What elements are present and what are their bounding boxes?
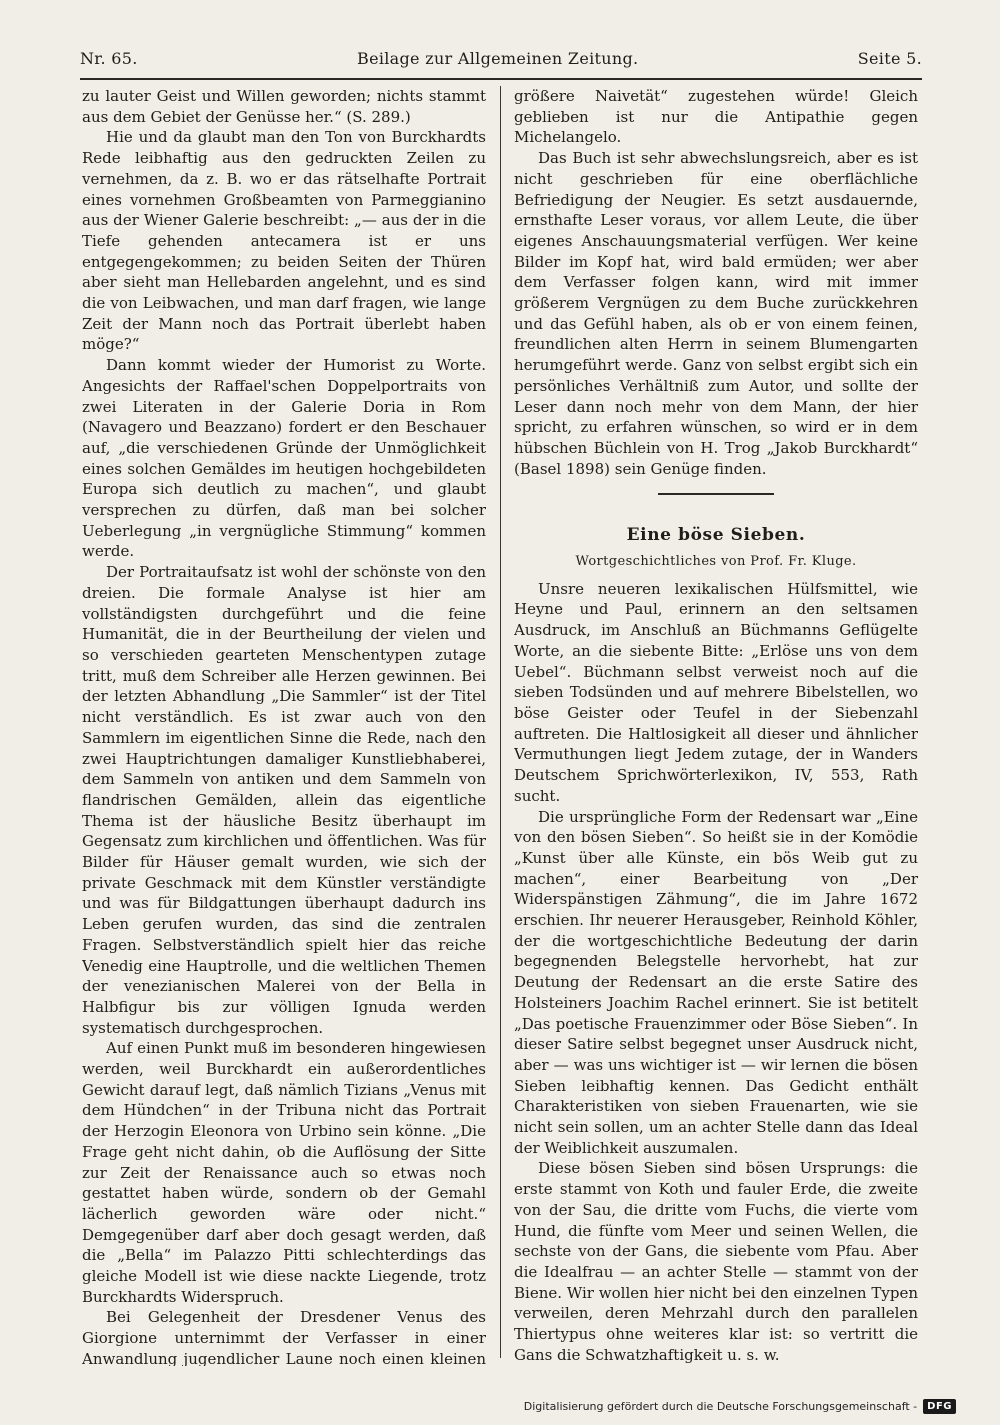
article-title: Eine böse Sieben. — [626, 525, 806, 546]
dfg-logo-icon: DFG — [923, 1399, 956, 1414]
paragraph: Bei Gelegenheit der Dresdener Venus des Giorgione unternimmt der Verfasser in einer Anwandlung jugendlicher Laune noch einen kleinen — [82, 1308, 486, 1366]
paragraph: Auf einen Punkt muß im besonderen hingewiesen werden, weil Burckhardt ein außerordentliches Gewicht darauf legt, daß nämlich Tizians „Venus mit dem Hündchen“ in der Tribuna nicht das Portrait der Herzogin Eleonora von Urbino sein könne. „Die Frage geht nicht dahin, ob die Auflösung der Sitte zur Zeit der Renaissance auch so etwas noch gestattet haben würde, sondern ob der Gemahl lächerlich geworden wäre oder nicht.“ Demgegenüber darf aber doch gesagt werden, daß die „Bella“ im Palazzo Pitti schlechterdings das gleiche Modell ist wie diese nackte Liegende, trotz Burckhardts Widerspruch. — [82, 1039, 486, 1306]
paragraph: zu lauter Geist und Willen geworden; nichts stammt aus dem Gebiet der Genüsse her.“ (S. 289.) — [82, 87, 486, 126]
footer-text: Digitalisierung gefördert durch die Deutsche Forschungsgemeinschaft - — [523, 1399, 918, 1413]
header-rule — [80, 78, 922, 80]
paragraph: Unsre neueren lexikalischen Hülfsmittel, wie Heyne und Paul, erinnern an den seltsamen Ausdruck, im Anschluß an Büchmanns Geflügelte Worte, an die siebente Bitte: „Erlöse uns von dem Uebel“. Büchmann selbst verweist noch auf die sieben Todsünden und auf mehrere Bibelstellen, wo böse Geister oder Teufel in der Siebenzahl auftreten. Die Haltlosigkeit all dieser und ähnlicher Vermuthungen liegt Jedem zutage, der in Wanders Deutschem Sprichwörterlexikon, IV, 553, Rath sucht. — [514, 579, 918, 805]
column-divider — [500, 86, 501, 1358]
paragraph: Der Portraitaufsatz ist wohl der schönste von den dreien. Die formale Analyse ist hier am vollständigsten durchgeführt und die feine Humanität, die in der Beurtheilung der vielen und so verschieden gearteten Menschentypen zutage tritt, muß dem Schreiber alle Herzen gewinnen. Bei der letzten Abhandlung „Die Sammler“ ist der Titel nicht verständlich. Es ist zwar auch von den Sammlern im eigentlichen Sinne die Rede, nach den zwei Hauptrichtungen damaliger Kunstliebhaberei, dem Sammeln von antiken und dem Sammeln von flandrischen Gemälden, allein das eigentliche Thema ist der häusliche Besitz überhaupt im Gegensatz zum kirchlichen und öffentlichen. Was für Bilder für Häuser gemalt wurden, wie sich der private Geschmack mit dem Künstler verständigte und was für Bildgattungen überhaupt dadurch ins Leben gerufen wurden, das sind die zentralen Fragen. Selbstverständlich spielt hier das reiche Venedig eine Hauptrolle, und die weltlichen Themen der venezianischen Malerei von der Bella in Halbfigur bis zur völligen Ignuda werden systematisch durchgesprochen. — [82, 563, 486, 1037]
paragraph: Dann kommt wieder der Humorist zu Worte. Angesichts der Raffael'schen Doppelportraits von zwei Literaten in der Galerie Doria in Rom (Navagero und Beazzano) fordert er den Beschauer auf, „die verschiedenen Gründe der Unmöglichkeit eines solchen Gemäldes im heutigen hochgebildeten Europa sich deutlich zu machen“, und glaubt versprechen zu dürfen, daß man bei solcher Ueberlegung „in vergnügliche Stimmung“ kommen werde. — [82, 356, 486, 561]
left-column — [82, 86, 486, 1366]
paragraph: Hie und da glaubt man den Ton von Burckhardts Rede leibhaftig aus den gedruckten Zeilen zu vernehmen, da z. B. wo er das rätselhafte Portrait eines vornehmen Großbeamten von Parmeggianino aus der Wiener Galerie beschreibt: „— aus der in die Tiefe gehenden antecamera ist er uns entgegengekommen; zu beiden Seiten der Thüren aber sieht man Hellebarden angelehnt, und es sind die von Leibwachen, und man darf fragen, wie lange Zeit der Mann noch das Portrait überlebt haben möge?“ — [82, 128, 486, 354]
paragraph: Die ursprüngliche Form der Redensart war „Eine von den bösen Sieben“. So heißt sie in der Komödie „Kunst über alle Künste, ein bös Weib gut zu machen“, einer Bearbeitung von „Der Widerspänstigen Zähmung“, die im Jahre 1672 erschien. Ihr neuerer Herausgeber, Reinhold Köhler, der die wortgeschichtliche Bedeutung der darin begegnenden Belegstelle hervorhebt, hat zur Deutung der Redensart an die erste Satire des Holsteiners Joachim Rachel erinnert. Sie ist betitelt „Das poetische Frauenzimmer oder Böse Sieben“. In dieser Satire selbst begegnet unser Ausdruck nicht, aber — was uns wichtiger ist — wir lernen die bösen Sieben leibhaftig kennen. Das Gedicht enthält Charakteristiken von sieben Frauenarten, wie sie nicht sein sollen, um an achter Stelle dann das Ideal der Weiblichkeit auszumalen. — [514, 807, 918, 1157]
paragraph: größere Naivetät“ zugestehen würde! Gleich geblieben ist nur die Antipathie gegen Michelangelo. — [514, 87, 918, 147]
paragraph — [514, 1365, 918, 1366]
digitization-footer — [524, 1396, 956, 1416]
paragraph: Diese bösen Sieben sind bösen Ursprungs: die erste stammt von Koth und fauler Erde, die zweite von der Sau, die dritte vom Fuchs, die vierte vom Hund, die fünfte vom Meer und seinen Wellen, die sechste von der Gans, die siebente vom Pfau. Aber die Idealfrau — an achter Stelle — stammt von der Biene. Wir wollen hier nicht bei den einzelnen Typen verweilen, deren Mehrzahl durch den parallelen Thiertypus ohne weiteres klar ist: so vertritt die Gans die Schwatzhaftigkeit u. s. w. — [514, 1159, 918, 1364]
page-header — [80, 49, 922, 73]
right-column — [514, 86, 918, 1366]
publication-title: Beilage zur Allgemeinen Zeitung. — [357, 49, 639, 68]
page-number: Seite 5. — [857, 49, 922, 68]
article-byline: Wortgeschichtliches von Prof. Fr. Kluge. — [575, 554, 857, 570]
section-separator — [658, 493, 774, 495]
paragraph: Das Buch ist sehr abwechslungsreich, aber es ist nicht geschrieben für eine oberflächliche Befriedigung der Neugier. Es setzt ausdauernde, ernsthafte Leser voraus, vor allem Leute, die über eigenes Anschauungsmaterial verfügen. Wer keine Bilder im Kopf hat, wird bald ermüden; wer aber dem Verfasser folgen kann, wird mit immer größerem Vergnügen zu dem Buche zurückkehren und das Gefühl haben, als ob er von einem feinen, freundlichen alten Herrn in seinem Blumengarten herumgeführt werde. Ganz von selbst ergibt sich ein persönliches Verhältniß zum Autor, und sollte der Leser dann noch mehr von dem Mann, der hier spricht, zu erfahren wünschen, so wird er in dem hübschen Büchlein von H. Trog „Jakob Burckhardt“ (Basel 1898) sein Genüge finden. — [514, 149, 918, 478]
issue-number: Nr. 65. — [80, 49, 138, 68]
